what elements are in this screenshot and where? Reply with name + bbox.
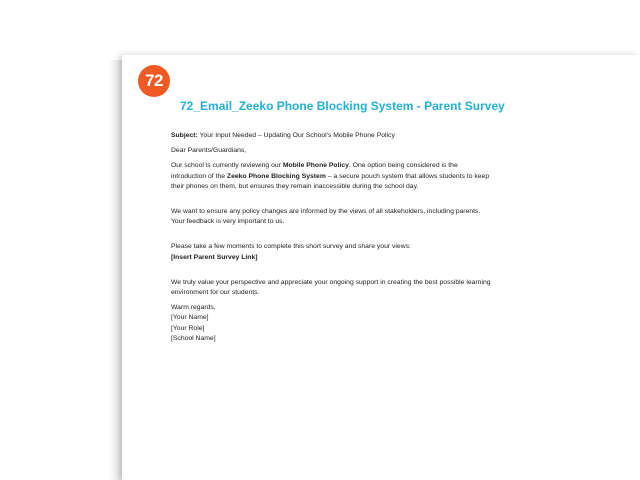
survey-link[interactable] xyxy=(171,253,491,263)
stakeholder-paragraph: We want to ensure any policy changes are informed by the views of all stakeholders, including parents. Your feedback is very important to us. xyxy=(171,208,481,226)
greeting: Dear Parents/Guardians, xyxy=(171,147,247,155)
subject-text: Your Input Needed – Updating Our School's Mobile Phone Policy xyxy=(197,132,395,139)
document-title: 72_Email_Zeeko Phone Blocking System - Parent Survey xyxy=(180,99,505,113)
survey-request: Please take a few moments to complete this short survey and share your views: xyxy=(171,243,411,251)
closing-paragraph: We truly value your perspective and appreciate your ongoing support in creating the best possible learning environment for our students. xyxy=(171,278,491,297)
intro-text-3: – a secure pouch system that allows students to keep their phones on them, but ensures they remain inaccessible during the school day. xyxy=(171,172,490,190)
survey-link-text[interactable]: [Insert Parent Survey Link] xyxy=(171,253,258,261)
email-body xyxy=(171,131,491,344)
brand-logo: 72 xyxy=(138,65,170,97)
signoff: Warm regards, xyxy=(171,304,216,312)
signature-role: [Your Role] xyxy=(171,324,205,332)
intro-text-2: . One option being considered is the introduction of the xyxy=(171,162,458,180)
intro-paragraph xyxy=(171,161,491,192)
system-name: Zeeko Phone Blocking System xyxy=(226,172,326,180)
subject-label: Subject: xyxy=(171,132,198,139)
subject-line xyxy=(171,131,491,141)
signature-school: [School Name] xyxy=(171,334,216,342)
intro-text-1: Our school is currently reviewing our xyxy=(171,162,283,170)
policy-name: Mobile Phone Policy xyxy=(282,162,349,170)
signature-name: [Your Name] xyxy=(171,314,209,322)
